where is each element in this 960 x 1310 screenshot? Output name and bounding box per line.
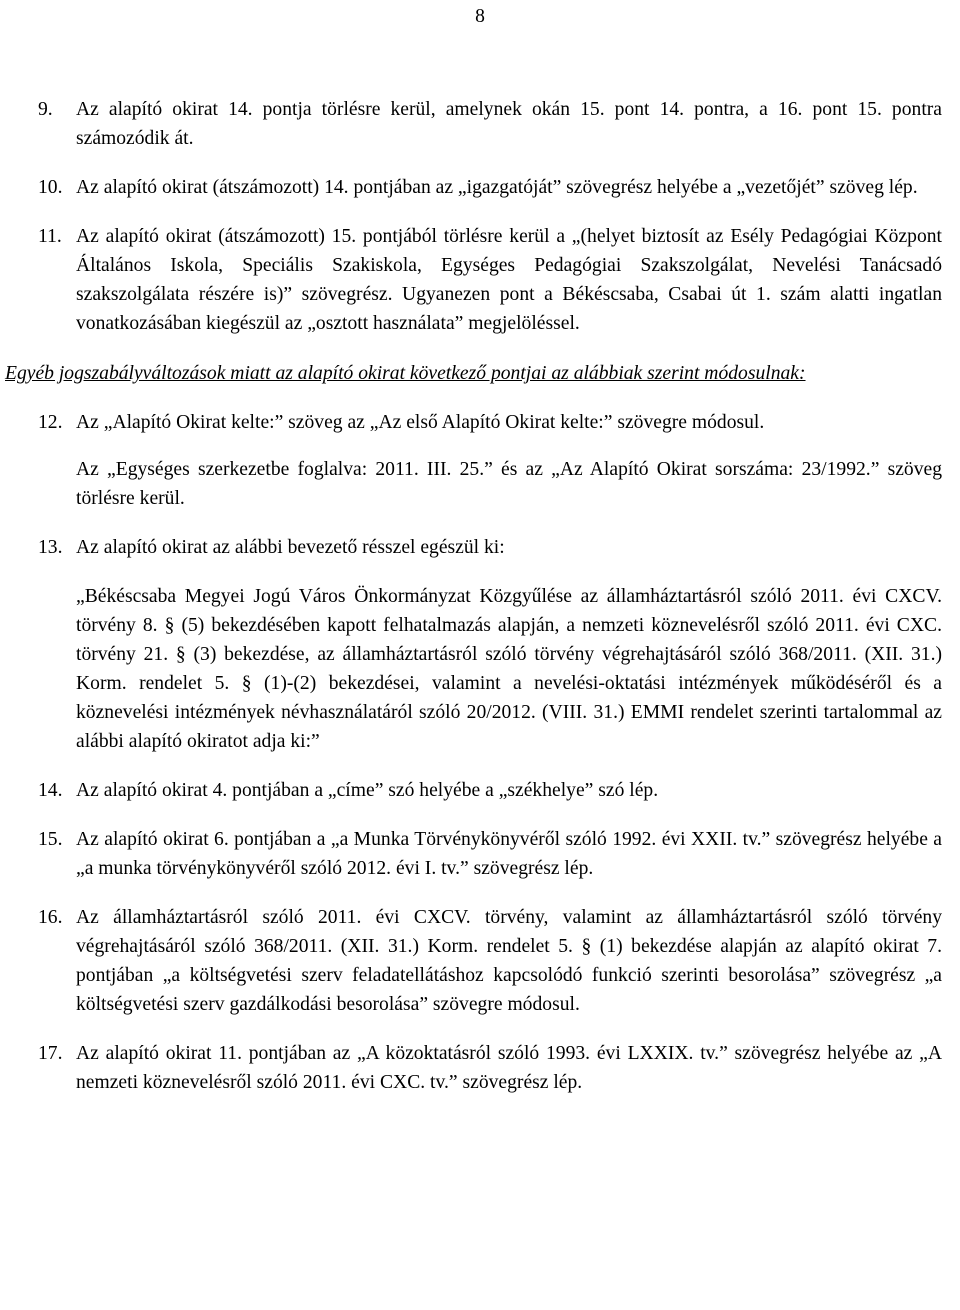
item-text: Az „Alapító Okirat kelte:” szöveg az „Az első Alapító Okirat kelte:” szövegre módosul. [76, 412, 765, 433]
item-text: Az alapító okirat 11. pontjában az „A közoktatásról szóló 1993. évi LXXIX. tv.” szövegrész helyébe az „A nemzeti köznevelésről szóló 2011. évi CXC. tv.” szövegrész lép. [76, 1043, 942, 1093]
item-text: Az alapító okirat az alábbi bevezető résszel egészül ki: [76, 537, 505, 558]
page-number: 8 [475, 6, 485, 27]
item-text: Az alapító okirat 6. pontjában a „a Munka Törvénykönyvéről szóló 1992. évi XXII. tv.” szövegrész helyébe a „a munka törvénykönyvéről szóló 2012. évi I. tv.” szövegrész lép. [76, 829, 942, 879]
item-text: Az alapító okirat (átszámozott) 15. pontjából törlésre kerül a „(helyet biztosít az Esély Pedagógiai Központ Általános Iskola, Speciális Szakiskola, Egységes Pedagógiai Szakszolgálat, Nevelési Tanácsadó szakszolgálata részére is)” szövegrész. Ugyanezen pont a Békéscsaba, Csabai út 1. szám alatti ingatlan vonatkozásában kiegészül az „osztott használata” megjelöléssel. [76, 226, 942, 334]
item-text: Az alapító okirat (átszámozott) 14. pontjában az „igazgatóját” szövegrész helyébe a „vezetőjét” szöveg lép. [76, 177, 918, 198]
list-item [38, 95, 942, 153]
document-body [5, 95, 942, 1097]
list-item [38, 222, 942, 338]
item-text: Az alapító okirat 4. pontjában a „címe” szó helyébe a „székhelye” szó lép. [76, 780, 659, 801]
item-number: 10. [38, 177, 63, 198]
list-item [38, 408, 942, 437]
item-text: Az államháztartásról szóló 2011. évi CXCV. törvény, valamint az államháztartásról szóló törvény végrehajtásáról szóló 368/2011. (XII. 31.) Korm. rendelet 5. § (1) bekezdése alapján az alapító okirat 7. pontjában „a költségvetési szerv feladatellátáshoz kapcsolódó funkció szerinti besorolása” szövegrész „a költségvetési szerv gazdálkodási besorolása” szövegre módosul. [76, 907, 942, 1015]
list-item [38, 1039, 942, 1097]
list-item [38, 825, 942, 883]
list-item [38, 173, 942, 202]
item-number: 17. [38, 1043, 63, 1064]
item-number: 14. [38, 780, 63, 801]
section-heading: Egyéb jogszabályváltozások miatt az alapító okirat következő pontjai az alábbiak szerint módosulnak: [5, 363, 806, 384]
item-number: 9. [38, 99, 53, 120]
item-number: 15. [38, 829, 63, 850]
list-item [38, 903, 942, 1019]
item-text: Az alapító okirat 14. pontja törlésre kerül, amelynek okán 15. pont 14. pontra, a 16. pont 15. pontra számozódik át. [76, 99, 942, 149]
item-number: 16. [38, 907, 63, 928]
item-number: 12. [38, 412, 63, 433]
list-item [38, 776, 942, 805]
item-continuation: Az „Egységes szerkezetbe foglalva: 2011. III. 25.” és az „Az Alapító Okirat sorszáma: 23/1992.” szöveg törlésre kerül. [76, 459, 942, 509]
item-number: 13. [38, 537, 63, 558]
item-number: 11. [38, 226, 62, 247]
introduction-quote: „Békéscsaba Megyei Jogú Város Önkormányzat Közgyűlése az államháztartásról szóló 2011. évi CXCV. törvény 8. § (5) bekezdésében kapott felhatalmazás alapján, a nemzeti köznevelésről szóló 2011. évi CXC. törvény 21. § (3) bekezdése, az államháztartásról szóló törvény végrehajtásáról szóló 368/2011. (XII. 31.) Korm. rendelet 5. § (1)-(2) bekezdései, valamint a nevelési-oktatási intézmények működéséről és a köznevelési intézmények névhasználatáról szóló 20/2012. (VIII. 31.) EMMI rendelet szerinti tartalommal az alábbi alapító okiratot adja ki:” [76, 586, 942, 752]
list-item [38, 533, 942, 562]
